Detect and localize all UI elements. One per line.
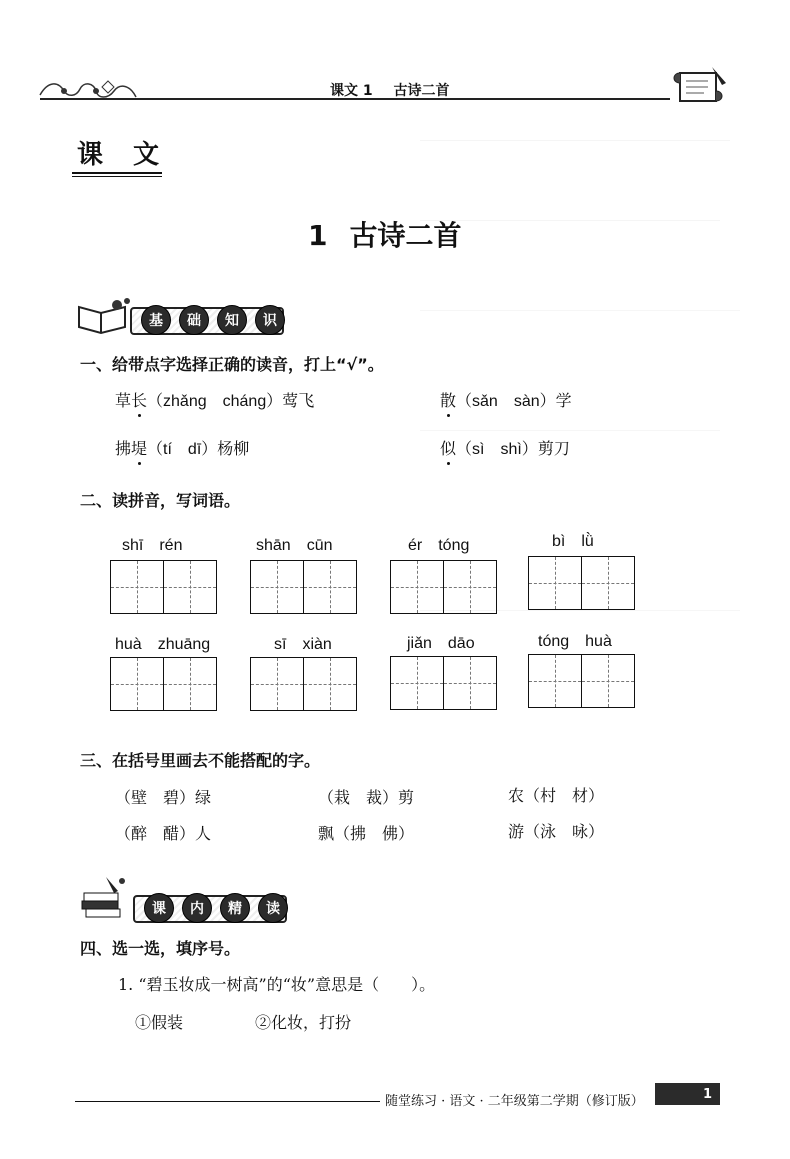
q1-options[interactable]: （tí dī） [147,441,218,458]
section-title: 课文 [77,140,190,170]
q1-dotted-char: 似 [440,436,456,459]
q4-option[interactable]: ①假装 [135,1013,184,1032]
q1-item [440,388,572,411]
q1-options[interactable]: （zhǎng cháng） [147,393,283,410]
question-3-title: 三、在括号里画去不能搭配的字。 [80,751,321,770]
banner-char: 精 [220,893,250,923]
banner-char: 课 [144,893,174,923]
bleed-through-background [420,130,750,830]
running-header [330,80,466,100]
banner-char: 基 [141,305,171,335]
q1-item-suffix: 剪刀 [537,439,570,458]
q3-item[interactable]: （壁 碧）绿 [115,788,212,807]
banner-char: 础 [179,305,209,335]
writing-grid[interactable] [250,657,357,711]
q1-dotted-char: 散 [440,388,456,411]
word-pinyin: tóng huà [538,633,612,650]
q3-item[interactable]: （栽 裁）剪 [318,788,415,807]
footer-rule [75,1101,380,1102]
word-pinyin: ér tóng [408,537,470,554]
q1-dotted-char: 长 [131,388,147,411]
q1-options[interactable]: （sǎn sàn） [456,393,556,410]
scroll-quill-icon [668,65,730,109]
banner-labels [141,305,285,335]
q1-item-prefix: 拂 [115,439,132,458]
q4-sub-question-1: 1. “碧玉妆成一树高”的“妆”意思是（ ）。 [118,975,436,994]
writing-grid[interactable] [528,654,635,708]
writing-grid[interactable] [250,560,357,614]
q1-item [115,436,249,459]
q1-item-suffix: 莺飞 [282,391,315,410]
header-lesson-label: 课文 1 [330,83,373,99]
q1-options[interactable]: （sì shì） [456,441,538,458]
section-underline [72,176,162,177]
word-pinyin: shān cūn [256,537,333,554]
word-pinyin: sī xiàn [274,636,332,653]
q1-item-prefix: 草 [115,391,132,410]
writing-grid[interactable] [110,657,217,711]
section-underline [72,172,162,174]
question-4-title: 四、选一选，填序号。 [80,939,241,958]
footer-book-title: 随堂练习 · 语文 · 二年级第二学期（修订版） [385,1094,644,1109]
lesson-number: 1 [308,219,328,252]
q3-item[interactable]: （醉 醋）人 [115,824,212,843]
q3-item[interactable]: 游（泳 咏） [508,822,605,841]
banner-char: 读 [258,893,288,923]
writing-grid[interactable] [528,556,635,610]
q1-item-suffix: 杨柳 [217,439,250,458]
q1-item [440,436,570,459]
word-pinyin: jiǎn dāo [407,635,475,652]
banner-char: 知 [217,305,247,335]
page-number: 1 [655,1083,720,1105]
question-1-title: 一、给带点字选择正确的读音，打上“√”。 [80,355,384,374]
q3-item[interactable]: 飘（拂 佛） [318,824,415,843]
writing-grid[interactable] [110,560,217,614]
open-book-icon [75,297,133,337]
word-pinyin: huà zhuāng [115,636,211,653]
banner-basic-knowledge [75,305,305,333]
header-lesson-name: 古诗二首 [393,83,450,99]
book-stack-icon [78,873,130,921]
q4-option[interactable]: ②化妆，打扮 [255,1013,352,1032]
lesson-name: 古诗二首 [349,219,462,252]
question-2-title: 二、读拼音，写词语。 [80,491,241,510]
writing-grid[interactable] [390,656,497,710]
word-pinyin: bì lǜ [552,533,594,550]
word-pinyin: shī rén [122,537,183,554]
q1-item-suffix: 学 [555,391,572,410]
q1-item [115,388,314,411]
banner-in-class-reading [78,893,308,921]
banner-labels [144,893,288,923]
banner-char: 识 [255,305,285,335]
writing-grid[interactable] [390,560,497,614]
q3-item[interactable]: 农（村 材） [508,786,605,805]
q1-dotted-char: 堤 [131,436,147,459]
banner-char: 内 [182,893,212,923]
